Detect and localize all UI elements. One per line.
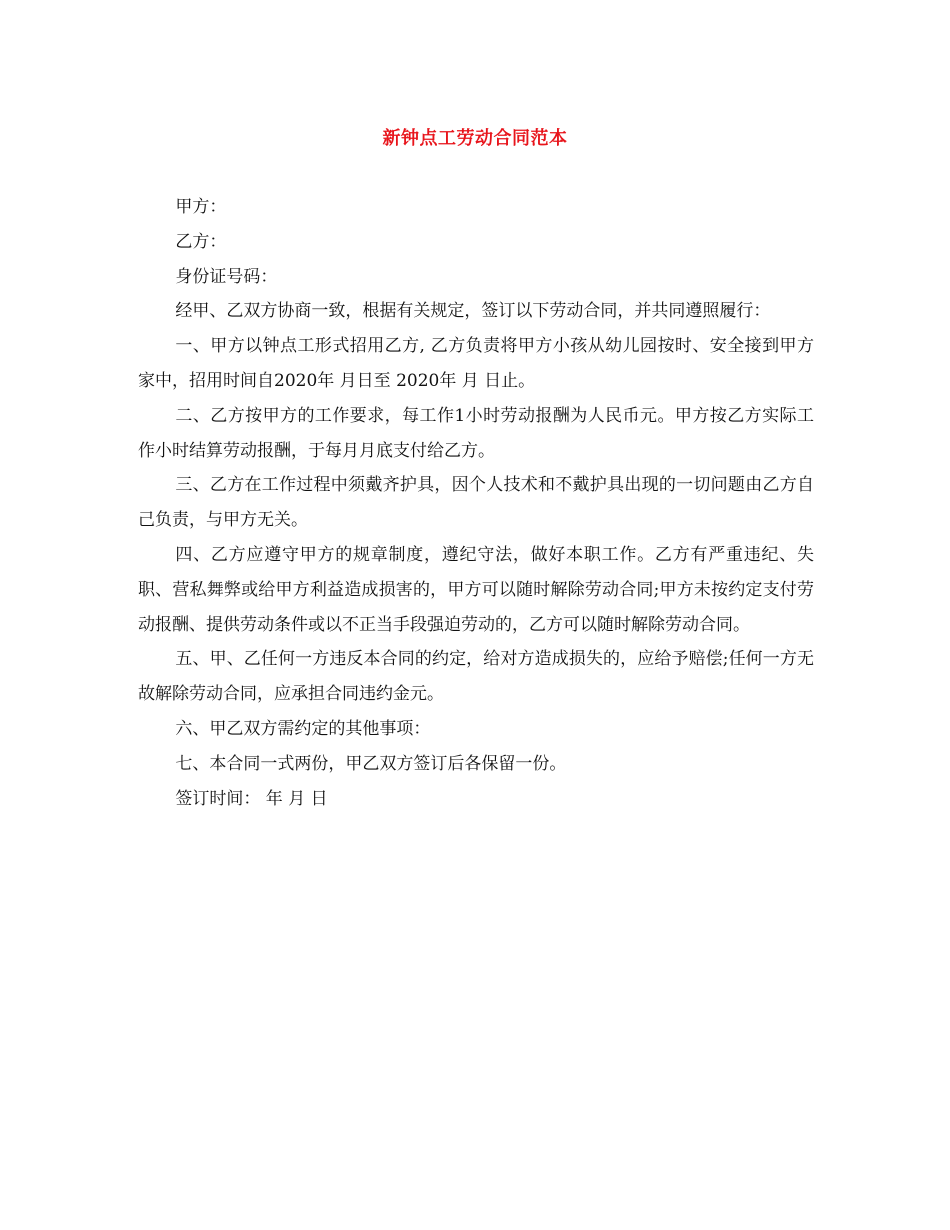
party-b-line: 乙方：: [175, 231, 227, 252]
clause-7-paragraph: 七、本合同一式两份，甲乙双方签订后各保留一份。: [175, 753, 567, 774]
clause-3-paragraph: 三、乙方在工作过程中须戴齐护具，因个人技术和不戴护具出现的一切问题由乙方自己负责，与甲方无关。: [138, 475, 814, 531]
clause-4-paragraph: 四、乙方应遵守甲方的规章制度，遵纪守法，做好本职工作。乙方有严重违纪、失职、营私舞弊或给甲方利益造成损害的，甲方可以随时解除劳动合同;甲方未按约定支付劳动报酬、提供劳动条件或以不正当手段强迫劳动的，乙方可以随时解除劳动合同。: [138, 544, 814, 635]
clause-6-paragraph: 六、甲乙双方需约定的其他事项：: [175, 718, 431, 739]
party-a-line: 甲方：: [175, 197, 227, 217]
document-body: [138, 190, 814, 816]
document-title: 新钟点工劳动合同范本: [382, 128, 568, 149]
clause-5-paragraph: 五、甲、乙任何一方违反本合同的约定，给对方造成损失的，应给予赔偿;任何一方无故解除劳动合同，应承担合同违约金元。: [138, 649, 814, 705]
id-number-line: 身份证号码：: [175, 266, 278, 287]
clause-1-paragraph: 一、甲方以钟点工形式招用乙方, 乙方负责将甲方小孩从幼儿园按时、安全接到甲方家中，招用时间自2020年 月日至 2020年 月 日止。: [138, 336, 814, 391]
signing-date-line: 签订时间： 年 月 日: [175, 788, 328, 809]
clause-2-paragraph: 二、乙方按甲方的工作要求，每工作1小时劳动报酬为人民币元。甲方按乙方实际工作小时结算劳动报酬，于每月月底支付给乙方。: [138, 405, 814, 461]
preamble-paragraph: 经甲、乙双方协商一致，根据有关规定，签订以下劳动合同，并共同遵照履行：: [175, 301, 771, 322]
